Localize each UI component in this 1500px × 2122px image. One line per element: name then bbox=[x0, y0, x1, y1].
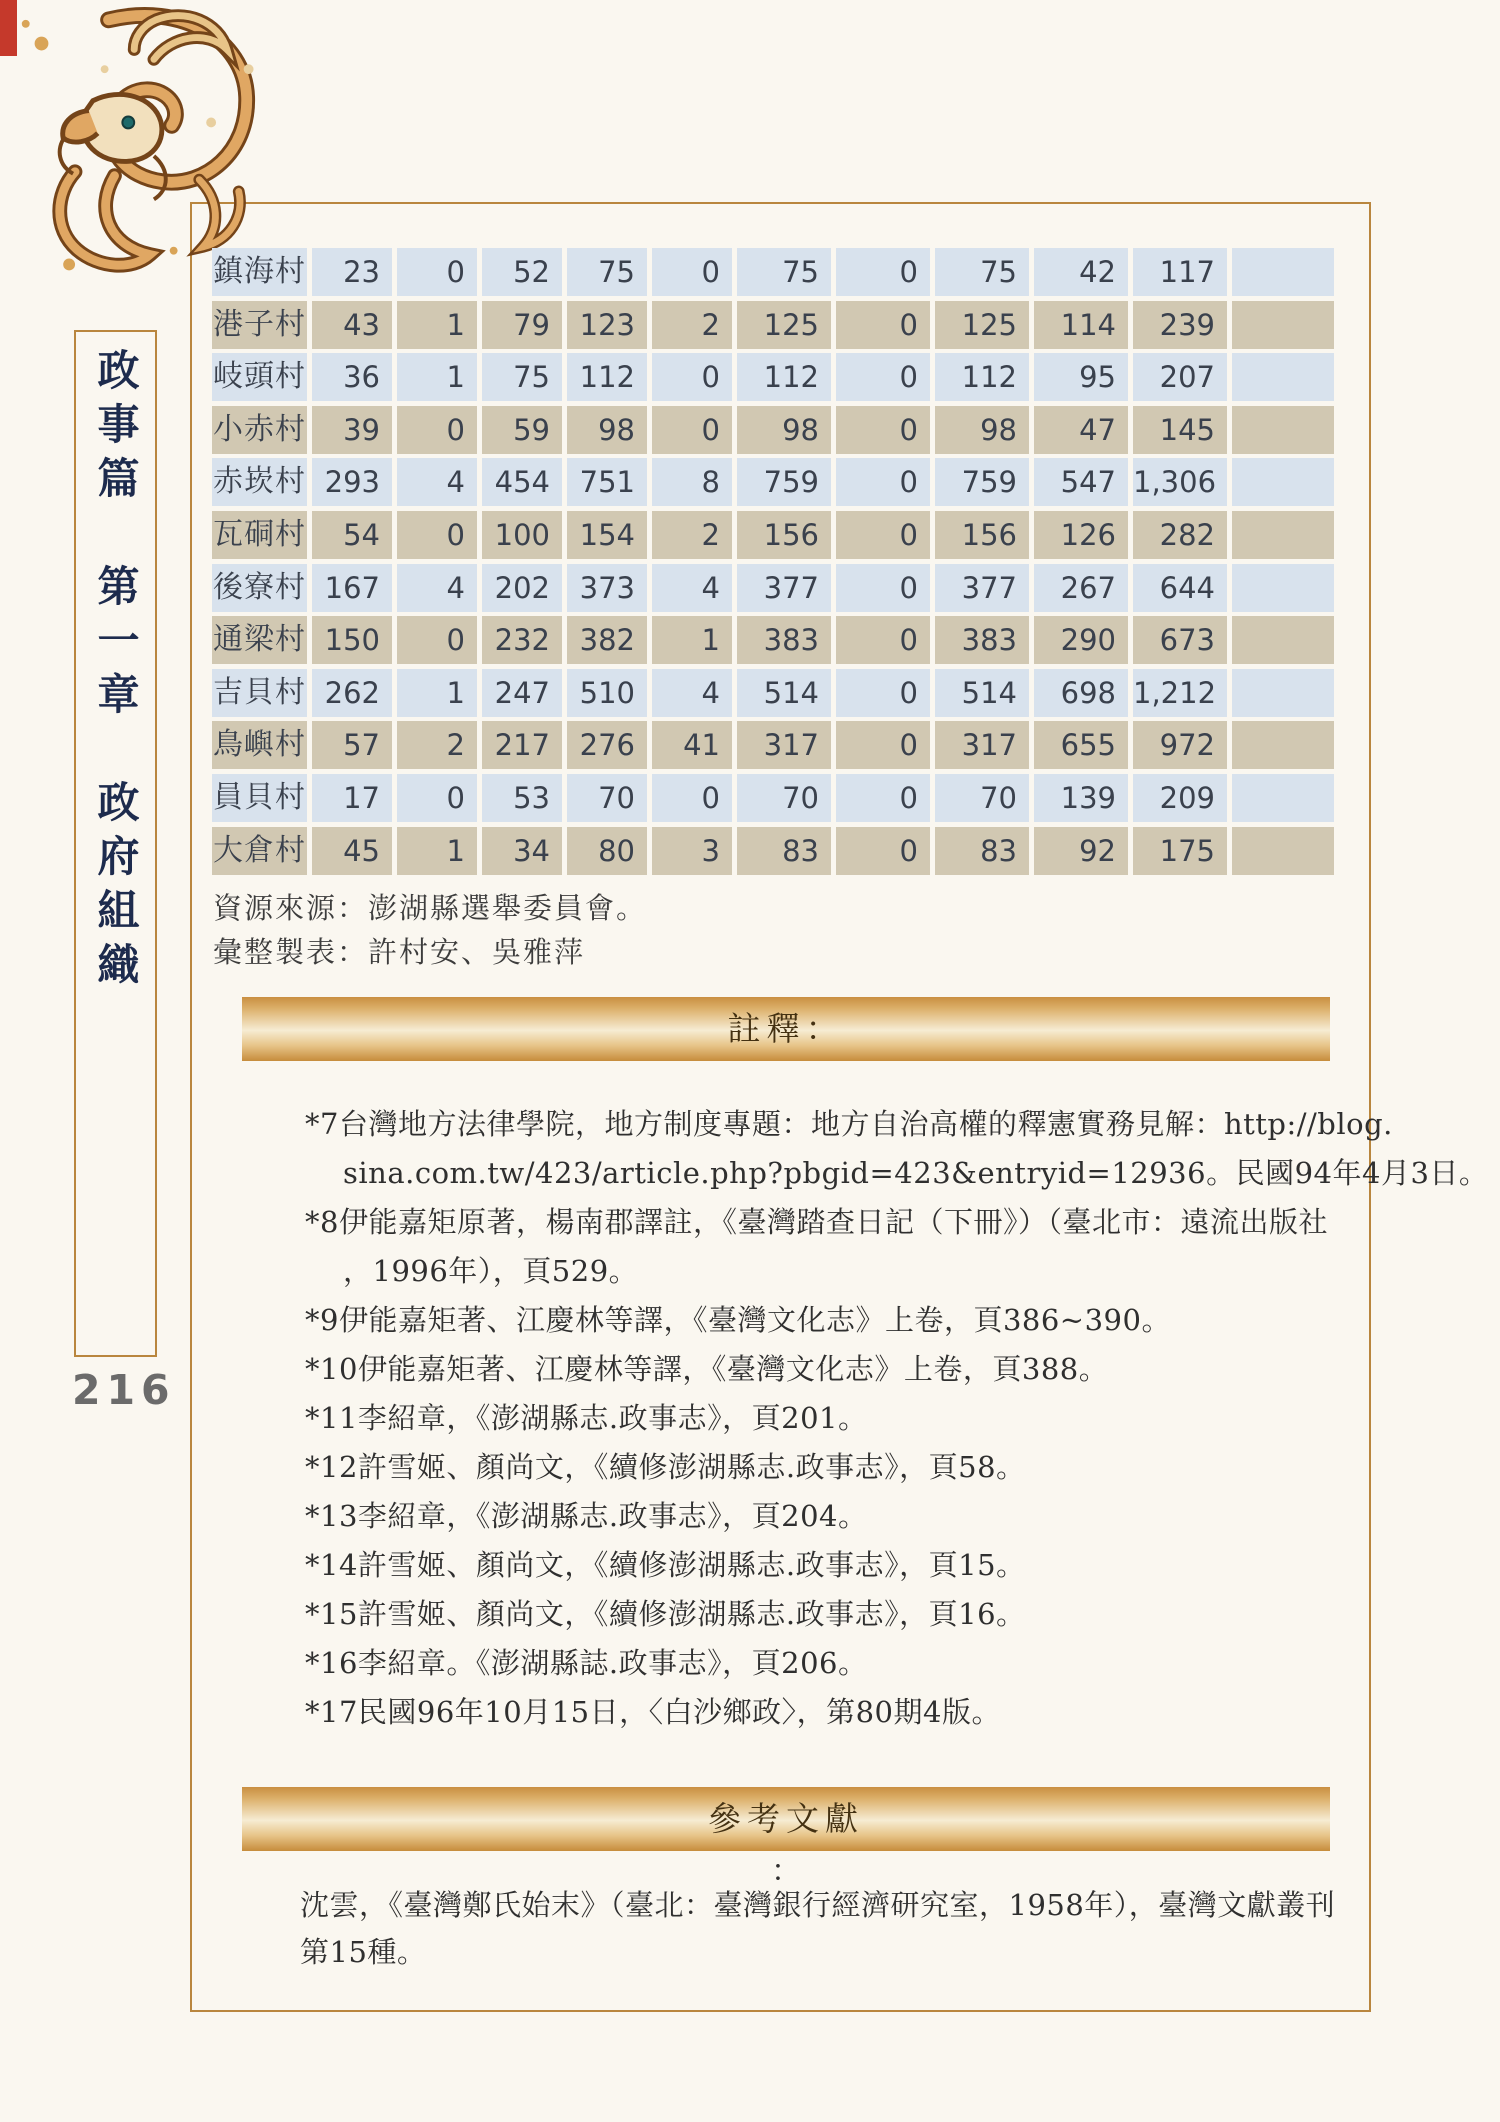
value-cell: 4 bbox=[397, 458, 477, 506]
empty-cell bbox=[1232, 721, 1334, 769]
value-cell: 239 bbox=[1133, 301, 1227, 349]
value-cell: 0 bbox=[652, 248, 732, 296]
table-row bbox=[212, 248, 1334, 296]
table-row bbox=[212, 669, 1334, 717]
notes-banner-label: 註釋： bbox=[727, 1009, 845, 1048]
value-cell: 373 bbox=[567, 564, 647, 612]
value-cell: 54 bbox=[312, 511, 392, 559]
value-cell: 202 bbox=[482, 564, 562, 612]
notes-banner bbox=[242, 997, 1330, 1061]
value-cell: 759 bbox=[935, 458, 1029, 506]
value-cell: 2 bbox=[397, 721, 477, 769]
value-cell: 3 bbox=[652, 827, 732, 875]
value-cell: 383 bbox=[737, 616, 831, 664]
value-cell: 75 bbox=[935, 248, 1029, 296]
value-cell: 34 bbox=[482, 827, 562, 875]
village-name-cell: 赤崁村 bbox=[212, 458, 307, 506]
value-cell: 41 bbox=[652, 721, 732, 769]
value-cell: 382 bbox=[567, 616, 647, 664]
value-cell: 0 bbox=[397, 616, 477, 664]
empty-cell bbox=[1232, 564, 1334, 612]
value-cell: 95 bbox=[1034, 353, 1128, 401]
footnote-line: *15許雪姬、顏尚文，《續修澎湖縣志.政事志》，頁16。 bbox=[305, 1597, 1026, 1631]
value-cell: 232 bbox=[482, 616, 562, 664]
empty-cell bbox=[1232, 248, 1334, 296]
village-name-cell: 通梁村 bbox=[212, 616, 307, 664]
value-cell: 70 bbox=[935, 774, 1029, 822]
references-colon: ： bbox=[771, 1854, 801, 1889]
references-banner-label: 參考文獻 bbox=[708, 1799, 864, 1838]
empty-cell bbox=[1232, 458, 1334, 506]
empty-cell bbox=[1232, 774, 1334, 822]
value-cell: 150 bbox=[312, 616, 392, 664]
value-cell: 98 bbox=[567, 406, 647, 454]
village-name-cell: 員貝村 bbox=[212, 774, 307, 822]
empty-cell bbox=[1232, 301, 1334, 349]
footnote-line: *13李紹章，《澎湖縣志.政事志》，頁204。 bbox=[305, 1499, 868, 1533]
table-row bbox=[212, 458, 1334, 506]
value-cell: 145 bbox=[1133, 406, 1227, 454]
village-name-cell: 後寮村 bbox=[212, 564, 307, 612]
value-cell: 167 bbox=[312, 564, 392, 612]
value-cell: 547 bbox=[1034, 458, 1128, 506]
value-cell: 47 bbox=[1034, 406, 1128, 454]
value-cell: 100 bbox=[482, 511, 562, 559]
value-cell: 514 bbox=[737, 669, 831, 717]
value-cell: 510 bbox=[567, 669, 647, 717]
value-cell: 759 bbox=[737, 458, 831, 506]
value-cell: 1 bbox=[652, 616, 732, 664]
value-cell: 52 bbox=[482, 248, 562, 296]
footnote-line: *11李紹章，《澎湖縣志.政事志》，頁201。 bbox=[305, 1401, 868, 1435]
value-cell: 1 bbox=[397, 669, 477, 717]
village-name-cell: 大倉村 bbox=[212, 827, 307, 875]
references-banner bbox=[242, 1787, 1330, 1851]
value-cell: 217 bbox=[482, 721, 562, 769]
value-cell: 23 bbox=[312, 248, 392, 296]
value-cell: 207 bbox=[1133, 353, 1227, 401]
value-cell: 751 bbox=[567, 458, 647, 506]
footnote-line: *9伊能嘉矩著、江慶林等譯，《臺灣文化志》上卷，頁386~390。 bbox=[305, 1303, 1171, 1337]
chapter-sidebar bbox=[74, 330, 157, 1357]
value-cell: 377 bbox=[737, 564, 831, 612]
footnote-line: ，1996年），頁529。 bbox=[343, 1254, 639, 1288]
value-cell: 4 bbox=[397, 564, 477, 612]
empty-cell bbox=[1232, 406, 1334, 454]
value-cell: 0 bbox=[397, 406, 477, 454]
value-cell: 0 bbox=[397, 248, 477, 296]
value-cell: 125 bbox=[737, 301, 831, 349]
value-cell: 53 bbox=[482, 774, 562, 822]
value-cell: 0 bbox=[836, 721, 930, 769]
compiler-note: 彙整製表：許村安、吳雅萍 bbox=[213, 935, 586, 969]
value-cell: 83 bbox=[935, 827, 1029, 875]
value-cell: 98 bbox=[737, 406, 831, 454]
footnote-line: sina.com.tw/423/article.php?pbgid=423&entryid=12936。民國94年4月3日。 bbox=[343, 1156, 1489, 1190]
value-cell: 43 bbox=[312, 301, 392, 349]
value-cell: 45 bbox=[312, 827, 392, 875]
village-name-cell: 岐頭村 bbox=[212, 353, 307, 401]
value-cell: 175 bbox=[1133, 827, 1227, 875]
page-number: 216 bbox=[72, 1366, 176, 1414]
value-cell: 4 bbox=[652, 564, 732, 612]
footnote-line: *16李紹章。《澎湖縣誌.政事志》，頁206。 bbox=[305, 1646, 868, 1680]
references-list bbox=[300, 1882, 1360, 1976]
value-cell: 1,212 bbox=[1133, 669, 1227, 717]
table-row bbox=[212, 406, 1334, 454]
table-row bbox=[212, 353, 1334, 401]
value-cell: 0 bbox=[836, 616, 930, 664]
value-cell: 0 bbox=[652, 774, 732, 822]
value-cell: 36 bbox=[312, 353, 392, 401]
table-row bbox=[212, 721, 1334, 769]
value-cell: 0 bbox=[836, 248, 930, 296]
empty-cell bbox=[1232, 827, 1334, 875]
value-cell: 276 bbox=[567, 721, 647, 769]
value-cell: 0 bbox=[836, 669, 930, 717]
footnote-line: *17民國96年10月15日，〈白沙鄉政〉，第80期4版。 bbox=[305, 1695, 1001, 1729]
value-cell: 293 bbox=[312, 458, 392, 506]
value-cell: 0 bbox=[397, 774, 477, 822]
value-cell: 0 bbox=[652, 406, 732, 454]
dragon-eye bbox=[122, 117, 134, 129]
value-cell: 57 bbox=[312, 721, 392, 769]
value-cell: 112 bbox=[737, 353, 831, 401]
village-name-cell: 港子村 bbox=[212, 301, 307, 349]
value-cell: 673 bbox=[1133, 616, 1227, 664]
value-cell: 0 bbox=[836, 353, 930, 401]
value-cell: 39 bbox=[312, 406, 392, 454]
value-cell: 117 bbox=[1133, 248, 1227, 296]
table-row bbox=[212, 301, 1334, 349]
value-cell: 83 bbox=[737, 827, 831, 875]
village-name-cell: 鳥嶼村 bbox=[212, 721, 307, 769]
value-cell: 154 bbox=[567, 511, 647, 559]
village-name-cell: 鎮海村 bbox=[212, 248, 307, 296]
value-cell: 0 bbox=[836, 511, 930, 559]
value-cell: 92 bbox=[1034, 827, 1128, 875]
table-row bbox=[212, 827, 1334, 875]
value-cell: 0 bbox=[836, 774, 930, 822]
reference-line: 沈雲，《臺灣鄭氏始末》（臺北：臺灣銀行經濟研究室，1958年），臺灣文獻叢刊 bbox=[300, 1888, 1336, 1922]
value-cell: 267 bbox=[1034, 564, 1128, 612]
value-cell: 209 bbox=[1133, 774, 1227, 822]
table-row bbox=[212, 511, 1334, 559]
value-cell: 383 bbox=[935, 616, 1029, 664]
value-cell: 317 bbox=[935, 721, 1029, 769]
value-cell: 0 bbox=[652, 353, 732, 401]
village-name-cell: 小赤村 bbox=[212, 406, 307, 454]
value-cell: 290 bbox=[1034, 616, 1128, 664]
value-cell: 1 bbox=[397, 301, 477, 349]
value-cell: 377 bbox=[935, 564, 1029, 612]
value-cell: 123 bbox=[567, 301, 647, 349]
value-cell: 17 bbox=[312, 774, 392, 822]
chapter-title: 政事篇 第一章 政府組織 bbox=[91, 348, 141, 996]
village-name-cell: 瓦硐村 bbox=[212, 511, 307, 559]
village-table bbox=[212, 248, 1334, 875]
footnote-line: *8伊能嘉矩原著，楊南郡譯註，《臺灣踏查日記（下冊》）（臺北市：遠流出版社 bbox=[305, 1205, 1328, 1239]
value-cell: 262 bbox=[312, 669, 392, 717]
value-cell: 0 bbox=[836, 827, 930, 875]
footnote-line: *10伊能嘉矩著、江慶林等譯，《臺灣文化志》上卷，頁388。 bbox=[305, 1352, 1109, 1386]
value-cell: 1 bbox=[397, 353, 477, 401]
empty-cell bbox=[1232, 669, 1334, 717]
empty-cell bbox=[1232, 353, 1334, 401]
value-cell: 2 bbox=[652, 301, 732, 349]
table-row bbox=[212, 774, 1334, 822]
value-cell: 0 bbox=[836, 301, 930, 349]
value-cell: 0 bbox=[397, 511, 477, 559]
value-cell: 126 bbox=[1034, 511, 1128, 559]
value-cell: 2 bbox=[652, 511, 732, 559]
footnote-line: *14許雪姬、顏尚文，《續修澎湖縣志.政事志》，頁15。 bbox=[305, 1548, 1026, 1582]
value-cell: 70 bbox=[567, 774, 647, 822]
value-cell: 114 bbox=[1034, 301, 1128, 349]
value-cell: 282 bbox=[1133, 511, 1227, 559]
footnotes-list bbox=[305, 1100, 1489, 1737]
value-cell: 8 bbox=[652, 458, 732, 506]
value-cell: 1 bbox=[397, 827, 477, 875]
footnote-line: *12許雪姬、顏尚文，《續修澎湖縣志.政事志》，頁58。 bbox=[305, 1450, 1026, 1484]
value-cell: 70 bbox=[737, 774, 831, 822]
table-source-notes bbox=[213, 886, 647, 974]
value-cell: 112 bbox=[567, 353, 647, 401]
value-cell: 80 bbox=[567, 827, 647, 875]
value-cell: 454 bbox=[482, 458, 562, 506]
value-cell: 644 bbox=[1133, 564, 1227, 612]
empty-cell bbox=[1232, 511, 1334, 559]
empty-cell bbox=[1232, 616, 1334, 664]
value-cell: 972 bbox=[1133, 721, 1227, 769]
village-name-cell: 吉貝村 bbox=[212, 669, 307, 717]
value-cell: 317 bbox=[737, 721, 831, 769]
source-note: 資源來源：澎湖縣選舉委員會。 bbox=[213, 891, 648, 925]
value-cell: 125 bbox=[935, 301, 1029, 349]
footnote-line: *7台灣地方法律學院，地方制度專題：地方自治高權的釋憲實務見解：http://blog. bbox=[305, 1107, 1393, 1141]
value-cell: 1,306 bbox=[1133, 458, 1227, 506]
value-cell: 79 bbox=[482, 301, 562, 349]
value-cell: 75 bbox=[567, 248, 647, 296]
value-cell: 156 bbox=[935, 511, 1029, 559]
value-cell: 75 bbox=[482, 353, 562, 401]
table-row bbox=[212, 616, 1334, 664]
value-cell: 514 bbox=[935, 669, 1029, 717]
value-cell: 655 bbox=[1034, 721, 1128, 769]
value-cell: 139 bbox=[1034, 774, 1128, 822]
value-cell: 98 bbox=[935, 406, 1029, 454]
value-cell: 112 bbox=[935, 353, 1029, 401]
value-cell: 156 bbox=[737, 511, 831, 559]
table-row bbox=[212, 564, 1334, 612]
value-cell: 4 bbox=[652, 669, 732, 717]
value-cell: 0 bbox=[836, 458, 930, 506]
value-cell: 698 bbox=[1034, 669, 1128, 717]
value-cell: 0 bbox=[836, 406, 930, 454]
value-cell: 0 bbox=[836, 564, 930, 612]
value-cell: 75 bbox=[737, 248, 831, 296]
value-cell: 247 bbox=[482, 669, 562, 717]
value-cell: 42 bbox=[1034, 248, 1128, 296]
value-cell: 59 bbox=[482, 406, 562, 454]
reference-line: 第15種。 bbox=[300, 1935, 427, 1969]
